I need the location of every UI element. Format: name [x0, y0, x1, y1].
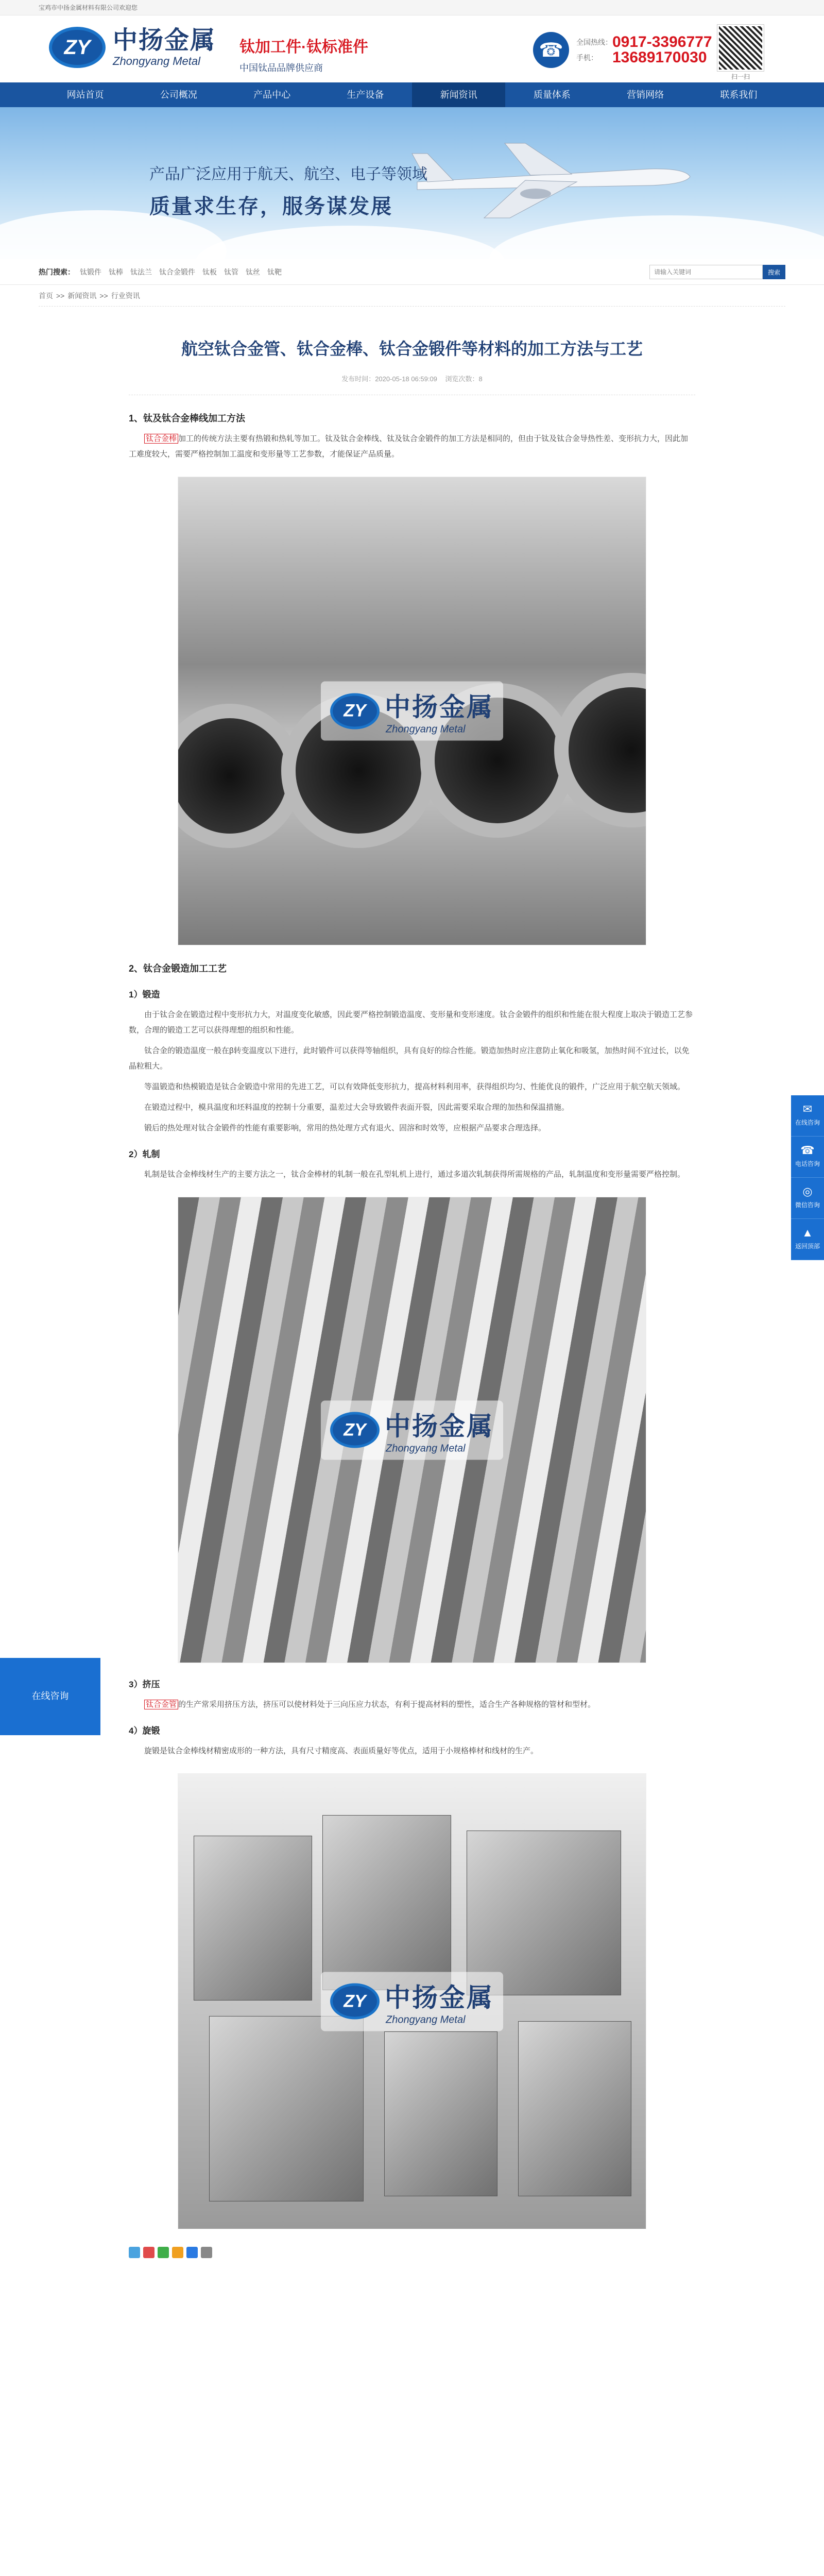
banner-line-1: 产品广泛应用于航天、航空、电子等领域	[149, 166, 427, 183]
share-bar	[129, 2247, 695, 2274]
hot-search-item[interactable]: 钛合金锻件	[159, 268, 195, 276]
breadcrumb-separator: >>	[56, 292, 65, 300]
wechat-icon: ◎	[802, 1185, 813, 1198]
phone-label-1: 全国热线：	[576, 38, 612, 46]
article-date: 发布时间：2020-05-18 06:59:09	[341, 375, 437, 383]
breadcrumb-item[interactable]: 首页	[39, 292, 53, 300]
breadcrumb-item[interactable]: 行业资讯	[111, 292, 140, 300]
float-item[interactable]	[791, 1219, 824, 1260]
header-slogan	[239, 34, 368, 74]
breadcrumb	[39, 285, 785, 307]
nav-item[interactable]: 产品中心	[253, 90, 291, 100]
share-icon[interactable]	[129, 2247, 140, 2258]
subheading-rotary-forging: 4）旋锻	[129, 1726, 160, 1736]
back-to-top-icon: ▲	[802, 1226, 813, 1239]
section-heading-2: 2、钛合金锻造加工工艺	[129, 963, 227, 974]
message-icon: ✉	[802, 1103, 813, 1115]
breadcrumb-item[interactable]: 新闻资讯	[67, 292, 97, 300]
subheading-forging: 1）锻造	[129, 990, 160, 999]
nav-item[interactable]: 新闻资讯	[412, 82, 505, 107]
header-qr-code	[717, 25, 764, 71]
logo-en: Zhongyang Metal	[113, 55, 200, 67]
float-item-label: 微信咨询	[795, 1201, 820, 1209]
article-title: 航空钛合金管、钛合金棒、钛合金锻件等材料的加工方法与工艺	[181, 340, 643, 358]
paragraph: 由于钛合金在锻造过程中变形抗力大，对温度变化敏感，因此要严格控制锻造温度、变形量和变形速度。钛合金锻件的组织和性能在很大程度上取决于锻造工艺参数，合理的锻造工艺可以获得理想的组织和性能。	[129, 1010, 693, 1035]
section-heading-1: 1、钛及钛合金棒线加工方法	[129, 413, 246, 423]
paragraph: 锻后的热处理对钛合金锻件的性能有重要影响，常用的热处理方式有退火、固溶和时效等，应根据产品要求合理选择。	[144, 1124, 546, 1132]
image-watermark: ZY 中扬金属 Zhongyang Metal	[321, 682, 503, 741]
hot-search-item[interactable]: 钛锻件	[80, 268, 101, 276]
hot-search-item[interactable]: 钛板	[202, 268, 217, 276]
paragraph: 旋锻是钛合金棒线材精密成形的一种方法，具有尺寸精度高、表面质量好等优点，适用于小规格棒材和线材的生产。	[144, 1747, 539, 1755]
hot-search-item[interactable]: 钛棒	[109, 268, 123, 276]
paragraph: 在锻造过程中，模具温度和坯料温度的控制十分重要，温差过大会导致锻件表面开裂，因此需要采取合理的加热和保温措施。	[144, 1103, 570, 1112]
keyword-link[interactable]: 钛合金管	[144, 1700, 178, 1709]
phone-icon: ☎	[533, 32, 569, 68]
online-consult-float[interactable]: 在线咨询	[0, 1658, 100, 1735]
phone-label-2: 手机：	[576, 54, 598, 62]
nav-item[interactable]: 公司概况	[160, 90, 197, 100]
hot-search-item[interactable]: 钛靶	[267, 268, 282, 276]
slogan-line-1: 钛加工件·钛标准件	[239, 39, 368, 56]
phone-icon: ☎	[800, 1144, 815, 1157]
float-item[interactable]	[791, 1137, 824, 1178]
paragraph: 等温锻造和热模锻造是钛合金锻造中常用的先进工艺，可以有效降低变形抗力，提高材料利用率，获得组织均匀、性能优良的锻件，广泛应用于航空航天领域。	[144, 1082, 685, 1091]
welcome-text: 宝鸡市中扬金属材料有限公司欢迎您	[39, 4, 138, 11]
breadcrumb-separator: >>	[99, 292, 108, 300]
nav-item[interactable]: 联系我们	[720, 90, 758, 100]
hot-search-item[interactable]: 钛管	[224, 268, 238, 276]
hot-search-item[interactable]: 钛丝	[246, 268, 260, 276]
nav-item[interactable]: 营销网络	[627, 90, 664, 100]
hotline-box	[533, 32, 712, 68]
search-box	[649, 265, 785, 279]
float-item-label: 在线咨询	[795, 1119, 820, 1126]
float-item[interactable]	[791, 1095, 824, 1137]
hero-banner	[0, 107, 824, 259]
float-item-label: 返回顶部	[795, 1243, 820, 1250]
article	[129, 307, 695, 2274]
titanium-blocks-image	[178, 1773, 646, 2229]
site-header	[0, 15, 824, 82]
paragraph: 钛合金的锻造温度一般在β转变温度以下进行，此时锻件可以获得等轴组织，具有良好的综合性能。锻造加热时应注意防止氧化和吸氢，加热时间不宜过长，以免晶粒粗大。	[129, 1046, 690, 1071]
hot-search-bar	[0, 259, 824, 285]
right-float-bar	[791, 1095, 824, 1260]
image-watermark: ZY 中扬金属 Zhongyang Metal	[321, 1400, 503, 1460]
image-watermark: ZY 中扬金属 Zhongyang Metal	[321, 1972, 503, 2031]
banner-line-2: 质量求生存，服务谋发展	[149, 195, 393, 218]
search-input[interactable]	[649, 265, 763, 279]
logo-mark: ZY	[49, 27, 106, 68]
article-views: 浏览次数：8	[445, 375, 483, 383]
float-item[interactable]	[791, 1178, 824, 1219]
top-bar	[0, 0, 824, 15]
slogan-line-2: 中国钛品品牌供应商	[239, 63, 323, 73]
subheading-extrusion: 3）挤压	[129, 1680, 160, 1689]
phone-number-1[interactable]: 0917-3396777	[612, 33, 712, 50]
paragraph: 轧制是钛合金棒线材生产的主要方法之一，钛合金棒材的轧制一般在孔型轧机上进行，通过多道次轧制获得所需规格的产品，轧制温度和变形量需要严格控制。	[144, 1170, 685, 1179]
logo-cn: 中扬金属	[113, 27, 216, 54]
share-icon[interactable]	[158, 2247, 169, 2258]
titanium-bars-image	[178, 1197, 646, 1663]
share-icon[interactable]	[201, 2247, 212, 2258]
paragraph: 钛合金棒 加工的传统方法主要有热锻和热轧等加工。钛及钛合金棒线、钛及钛合金锻件的加工方法是相同的，但由于钛及钛合金导热性差、变形抗力大，因此加工难度较大，需要严格控制加工温度和变形量等工艺参数，才能保证产品质量。	[129, 434, 689, 459]
share-icon[interactable]	[172, 2247, 183, 2258]
nav-item[interactable]: 质量体系	[533, 90, 571, 100]
site-logo[interactable]	[49, 27, 216, 68]
share-icon[interactable]	[143, 2247, 154, 2258]
titanium-tubes-image	[178, 477, 646, 945]
article-meta	[129, 374, 695, 395]
float-item-label: 电话咨询	[795, 1160, 820, 1167]
share-icon[interactable]	[186, 2247, 198, 2258]
search-button[interactable]: 搜索	[763, 265, 785, 279]
paragraph: 钛合金管 的生产常采用挤压方法，挤压可以使材料处于三向压应力状态，有利于提高材料的塑性，适合生产各种规格的管材和型材。	[129, 1697, 695, 1713]
header-qr-label: 扫一扫	[731, 73, 750, 80]
airplane-image	[407, 133, 695, 221]
main-nav	[0, 82, 824, 107]
nav-item[interactable]: 网站首页	[66, 90, 104, 100]
hot-search-item[interactable]: 钛法兰	[130, 268, 152, 276]
subheading-rolling: 2）轧制	[129, 1149, 160, 1159]
hot-search-title: 热门搜索：	[39, 268, 75, 276]
keyword-link[interactable]: 钛合金棒	[144, 434, 178, 444]
nav-item[interactable]: 生产设备	[347, 90, 384, 100]
phone-number-2[interactable]: 13689170030	[612, 49, 707, 66]
